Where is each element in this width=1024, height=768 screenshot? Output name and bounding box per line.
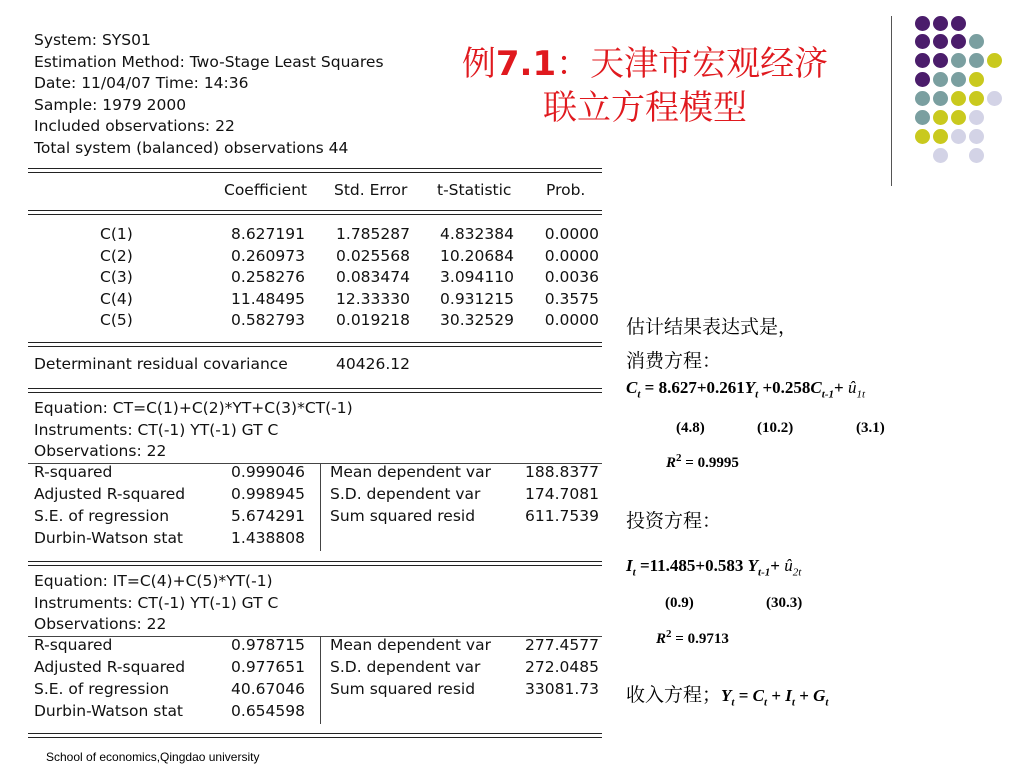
col-prob: Prob. [546,181,586,199]
dot-yellow [951,91,966,106]
table-rule [28,210,602,211]
coef-name: C(4) [100,289,133,308]
coef-value: 11.48495 [231,289,305,308]
r2-value: = 0.9995 [681,455,739,471]
stat-label: S.D. dependent var [330,485,481,503]
intro-text: 估计结果表达式是， [626,316,798,338]
investment-label: 投资方程： [626,510,722,532]
t-stat: (4.8) [676,420,705,436]
dot-yellow [933,110,948,125]
stat-label: Adjusted R-squared [34,485,186,503]
title-number: 7.1 [495,44,557,84]
dot-lavender [933,148,948,163]
stat-value: 0.977651 [231,658,305,676]
header-line: Estimation Method: Two-Stage Least Squares [34,52,384,71]
dot-yellow [915,129,930,144]
dot-teal [933,72,948,87]
t-stat: (0.9) [665,595,694,611]
plus-sign: + [767,686,786,705]
dot-purple [933,16,948,31]
dot-teal [951,53,966,68]
c-symbol: C [810,378,822,397]
coef-value: 0.258276 [231,268,305,286]
eq-part: =11.485+0.583 [635,556,748,575]
dot-teal [915,110,930,125]
dot-teal [969,34,984,49]
dot-purple [951,16,966,31]
plus-sign: + [794,686,814,705]
equation2-info [34,571,278,636]
coef-value: 0.582793 [231,311,305,329]
header-line: System: SYS01 [34,31,151,49]
consumption-r-squared [666,452,739,472]
p-value: 0.0000 [544,225,599,243]
dot-purple [933,34,948,49]
table-rule [28,737,602,738]
stat-value: 188.8377 [525,463,599,481]
dot-purple [915,16,930,31]
footer: School of economics,Qingdao university [46,750,260,764]
dot-purple [915,53,930,68]
u-subscript: 1t [856,388,865,401]
dot-purple [915,72,930,87]
u-hat-symbol: û [784,556,793,575]
equation2-observations: Observations: 22 [34,615,167,633]
income-equation [721,686,829,709]
t-subscript: t [755,388,759,401]
header-line: Included observations: 22 [34,117,235,135]
plus-sign: + [834,378,848,397]
t-stat: (3.1) [856,420,885,436]
eq-part: = 8.627+0.261 [640,378,745,397]
consumption-label: 消费方程： [626,350,722,372]
stat-label: S.E. of regression [34,507,170,525]
lag-subscript: t-1 [821,388,834,401]
stat-value: 5.674291 [231,507,305,525]
title-prefix: 例 [461,44,496,84]
dot-yellow [969,91,984,106]
table-rule [28,346,602,347]
dot-purple [951,34,966,49]
u-hat-symbol: û [847,378,857,397]
income-equation-row [626,680,828,708]
dot-teal [951,72,966,87]
coef-name: C(2) [100,246,133,265]
stat-label: Mean dependent var [330,636,491,654]
t-subscript: t [825,696,829,709]
stat-value: 0.998945 [231,485,305,503]
stat-value: 174.7081 [525,485,599,503]
t-value: 30.32529 [440,311,514,329]
slide-title [420,42,870,130]
table-rule [28,561,602,562]
dot-teal [933,91,948,106]
r2-value: = 0.9713 [671,631,729,647]
r-symbol: R [666,455,677,471]
coef-value: 0.260973 [231,246,305,265]
stat-label: S.D. dependent var [330,658,481,676]
determinant-label: Determinant residual covariance [34,355,288,373]
table-rule [28,214,602,215]
equation1-observations: Observations: 22 [34,442,167,460]
eq-sign: = [734,686,753,705]
col-t-statistic: t-Statistic [437,181,512,199]
stat-value: 0.999046 [231,463,305,481]
u-subscript: 2t [792,566,802,579]
r-symbol: R [656,631,667,647]
se-value: 0.025568 [336,246,410,265]
t-value: 3.094110 [440,268,514,286]
stat-label: Adjusted R-squared [34,658,186,676]
investment-equation [626,556,801,578]
r-sup: 2 [666,628,672,640]
t-stat: (30.3) [766,595,803,611]
determinant-row [0,354,610,376]
column-divider [320,636,321,724]
r-sup: 2 [676,452,682,464]
c-symbol: C [626,378,638,397]
t-subscript: t [764,696,768,709]
stat-label: Durbin-Watson stat [34,702,184,720]
stat-value: 611.7539 [525,507,599,525]
table-rule [28,172,602,173]
p-value: 0.0036 [544,268,599,286]
consumption-equation [626,378,865,400]
coef-name: C(1) [100,225,133,243]
stat-value: 0.978715 [231,636,305,654]
stat-label: Mean dependent var [330,463,491,481]
i-symbol: I [785,686,792,705]
stat-value: 40.67046 [231,680,305,698]
stat-value: 33081.73 [525,680,599,698]
dot-lavender [951,129,966,144]
coef-name: C(3) [100,268,133,286]
column-divider [320,463,321,551]
dot-lavender [969,110,984,125]
plus-sign: + [770,556,785,575]
header-line: Date: 11/04/07 Time: 14:36 [34,74,249,92]
header-line: Total system (balanced) observations 44 [34,138,349,157]
header-line: Sample: 1979 2000 [34,95,187,114]
c-symbol: C [752,686,764,705]
t-subscript: t [791,696,795,709]
determinant-value: 40426.12 [336,355,410,373]
stat-value: 272.0485 [525,658,599,676]
t-subscript: t [637,388,641,401]
equation2-spec: Equation: IT=C(4)+C(5)*YT(-1) [34,572,273,590]
dot-lavender [969,129,984,144]
stat-value: 0.654598 [231,702,305,720]
table-rule [28,565,602,566]
table-rule [28,733,602,734]
dot-purple [933,53,948,68]
stat-value: 1.438808 [231,529,305,547]
p-value: 0.0000 [544,246,599,265]
se-value: 12.33330 [336,289,410,308]
title-rest: ：天津市宏观经济 [556,44,829,84]
stat-label: Sum squared resid [330,507,476,525]
lag-subscript: t-1 [758,566,771,579]
eq-part: +0.258 [758,378,811,397]
estimation-header [34,30,384,159]
table-rule [28,636,602,637]
dot-purple [915,34,930,49]
stat-value: 277.4577 [525,636,599,654]
dot-yellow [969,72,984,87]
col-std-error: Std. Error [334,181,408,199]
p-value: 0.3575 [544,289,599,308]
dot-lavender [987,91,1002,106]
t-stat: (10.2) [757,420,794,436]
stat-label: Sum squared resid [330,680,476,698]
dot-yellow [987,53,1002,68]
equation1-instruments: Instruments: CT(-1) YT(-1) GT C [34,420,279,439]
coef-value: 8.627191 [231,225,305,243]
stat-label: Durbin-Watson stat [34,529,184,547]
se-value: 0.019218 [336,311,410,329]
table-rule [28,168,602,169]
y-symbol: Y [744,378,756,397]
g-symbol: G [813,686,826,705]
equation1-info [34,398,353,463]
equation2-instruments: Instruments: CT(-1) YT(-1) GT C [34,593,279,612]
p-value: 0.0000 [544,311,599,329]
se-value: 0.083474 [336,268,410,286]
investment-r-squared [656,628,729,648]
stat-label: R-squared [34,636,113,654]
dot-yellow [951,110,966,125]
y-symbol: Y [721,686,732,705]
coef-name: C(5) [100,311,133,329]
y-symbol: Y [747,556,759,575]
t-subscript: t [632,566,636,579]
stat-label: R-squared [34,463,113,481]
dot-lavender [969,148,984,163]
dot-teal [915,91,930,106]
col-coefficient: Coefficient [224,181,308,199]
income-label: 收入方程； [626,684,722,706]
t-subscript: t [731,696,735,709]
vertical-divider [891,16,892,186]
table-rule [28,388,602,389]
title-line2: 联立方程模型 [543,88,747,128]
t-value: 0.931215 [440,289,514,308]
i-symbol: I [626,556,633,575]
table-rule [28,392,602,393]
equation1-spec: Equation: CT=C(1)+C(2)*YT+C(3)*CT(-1) [34,399,353,417]
table-rule [28,342,602,343]
table-rule [28,463,602,464]
stat-label: S.E. of regression [34,680,170,698]
se-value: 1.785287 [336,225,410,243]
dot-yellow [933,129,948,144]
dot-teal [969,53,984,68]
coef-header [0,180,610,202]
t-value: 4.832384 [440,225,514,243]
t-value: 10.20684 [440,246,514,265]
